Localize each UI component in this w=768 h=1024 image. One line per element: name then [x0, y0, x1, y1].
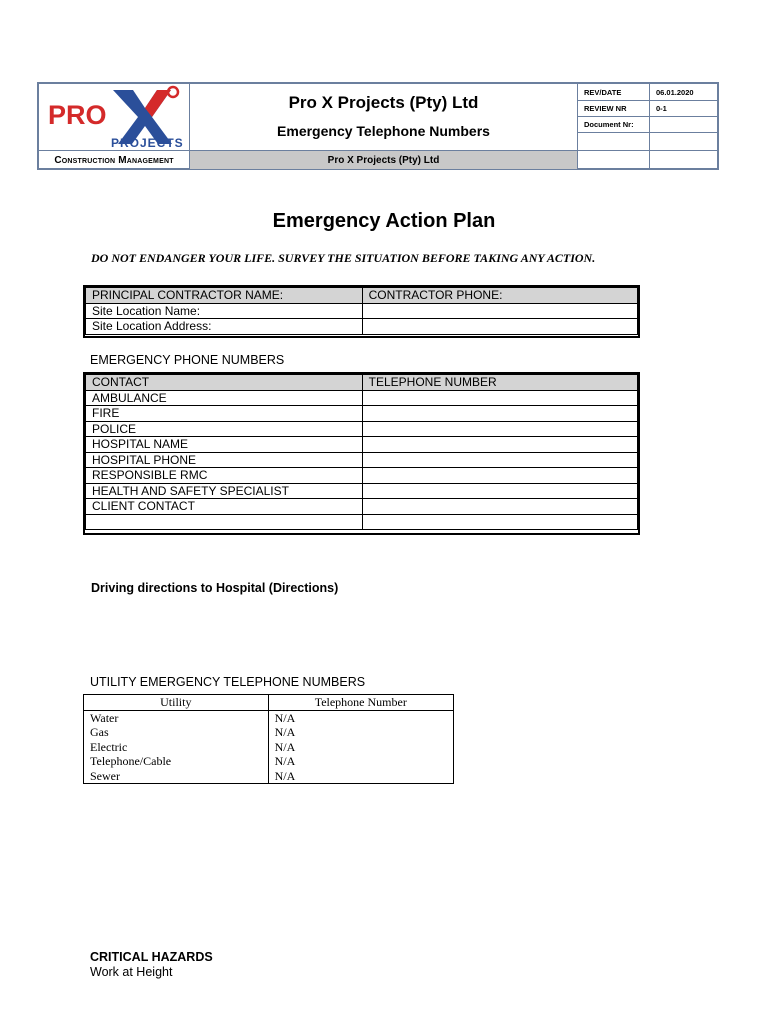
table-cell: Site Location Address:: [86, 319, 363, 335]
table-cell: N/A: [268, 725, 453, 740]
table-cell: Water: [84, 710, 269, 725]
table-header-row: [84, 695, 454, 711]
table-cell: [362, 437, 637, 453]
safety-warning: DO NOT ENDANGER YOUR LIFE. SURVEY THE SITUATION BEFORE TAKING ANY ACTION.: [91, 251, 596, 265]
utility-section-label: UTILITY EMERGENCY TELEPHONE NUMBERS: [90, 675, 366, 689]
page-title: Emergency Action Plan: [272, 210, 496, 232]
header-company-bar: Pro X Projects (Pty) Ltd: [190, 150, 577, 169]
company-name: Pro X Projects (Pty) Ltd: [288, 93, 479, 112]
meta-label: [578, 132, 650, 150]
meta-row: [578, 116, 718, 133]
meta-row: [578, 84, 718, 101]
table-cell: POLICE: [86, 421, 363, 437]
table-row: [86, 452, 638, 468]
table-cell: N/A: [268, 754, 453, 769]
table-header-cell: PRINCIPAL CONTRACTOR NAME:: [86, 288, 363, 304]
header-title-block: [190, 84, 577, 150]
table-cell: CLIENT CONTACT: [86, 499, 363, 515]
table-cell: [362, 390, 637, 406]
table-cell: Site Location Name:: [86, 303, 363, 319]
table-row: [84, 725, 454, 740]
table-cell: N/A: [268, 769, 453, 784]
logo-sub-text: PROJECTS: [111, 136, 184, 150]
meta-label: Document Nr:: [578, 116, 650, 132]
table-cell: [362, 499, 637, 515]
utility-table: [83, 694, 454, 784]
table-row: [84, 740, 454, 755]
meta-row: [578, 150, 718, 168]
table-header-row: [86, 288, 638, 304]
table-cell: Sewer: [84, 769, 269, 784]
table-row: [86, 514, 638, 530]
meta-row: [578, 100, 718, 117]
table-cell: [362, 303, 637, 319]
table-header-cell: Telephone Number: [268, 695, 453, 711]
table-cell: Electric: [84, 740, 269, 755]
table-cell: N/A: [268, 710, 453, 725]
meta-label: [578, 150, 650, 168]
meta-label: REVIEW NR: [578, 100, 650, 116]
table-cell: [362, 483, 637, 499]
table-cell: Telephone/Cable: [84, 754, 269, 769]
document-header: [37, 82, 719, 170]
table-row: [86, 468, 638, 484]
table-cell: HEALTH AND SAFETY SPECIALIST: [86, 483, 363, 499]
meta-label: REV/DATE: [578, 84, 650, 100]
table-cell: N/A: [268, 740, 453, 755]
hazard-item: Work at Height: [90, 965, 173, 979]
table-cell: Gas: [84, 725, 269, 740]
table-cell: HOSPITAL PHONE: [86, 452, 363, 468]
prox-logo-icon: [39, 84, 189, 150]
department-label: Construction Management: [39, 150, 190, 169]
table-row: [86, 437, 638, 453]
document-name: Emergency Telephone Numbers: [277, 123, 490, 139]
table-row: [84, 710, 454, 725]
table-row: [86, 483, 638, 499]
table-row: [84, 769, 454, 784]
table-header-cell: Utility: [84, 695, 269, 711]
table-row: [86, 390, 638, 406]
table-header-cell: CONTRACTOR PHONE:: [362, 288, 637, 304]
table-cell: [362, 514, 637, 530]
table-cell: HOSPITAL NAME: [86, 437, 363, 453]
table-row: [86, 319, 638, 335]
table-cell: [362, 319, 637, 335]
meta-value: 0-1: [656, 103, 667, 113]
table-header-row: [86, 375, 638, 391]
contractor-table: [85, 287, 638, 335]
table-cell: [362, 406, 637, 422]
hazards-heading: CRITICAL HAZARDS: [90, 950, 213, 964]
meta-row: [578, 132, 718, 151]
meta-value: 06.01.2020: [656, 87, 694, 97]
table-row: [86, 406, 638, 422]
table-row: [86, 499, 638, 515]
meta-value: [651, 132, 718, 150]
emergency-table: [85, 374, 638, 530]
meta-value: [651, 116, 718, 132]
meta-value: [651, 150, 718, 168]
company-logo: [39, 84, 190, 150]
table-row: [84, 754, 454, 769]
emergency-section-label: EMERGENCY PHONE NUMBERS: [90, 353, 285, 367]
table-cell: [86, 514, 363, 530]
table-cell: AMBULANCE: [86, 390, 363, 406]
table-row: [86, 421, 638, 437]
table-cell: [362, 452, 637, 468]
table-row: [86, 303, 638, 319]
table-header-cell: CONTACT: [86, 375, 363, 391]
logo-main-text: PRO: [48, 100, 107, 130]
table-header-cell: TELEPHONE NUMBER: [362, 375, 637, 391]
document-meta: [577, 84, 718, 168]
directions-label: Driving directions to Hospital (Directions): [91, 581, 339, 595]
table-cell: FIRE: [86, 406, 363, 422]
table-cell: RESPONSIBLE RMC: [86, 468, 363, 484]
table-cell: [362, 421, 637, 437]
table-cell: [362, 468, 637, 484]
